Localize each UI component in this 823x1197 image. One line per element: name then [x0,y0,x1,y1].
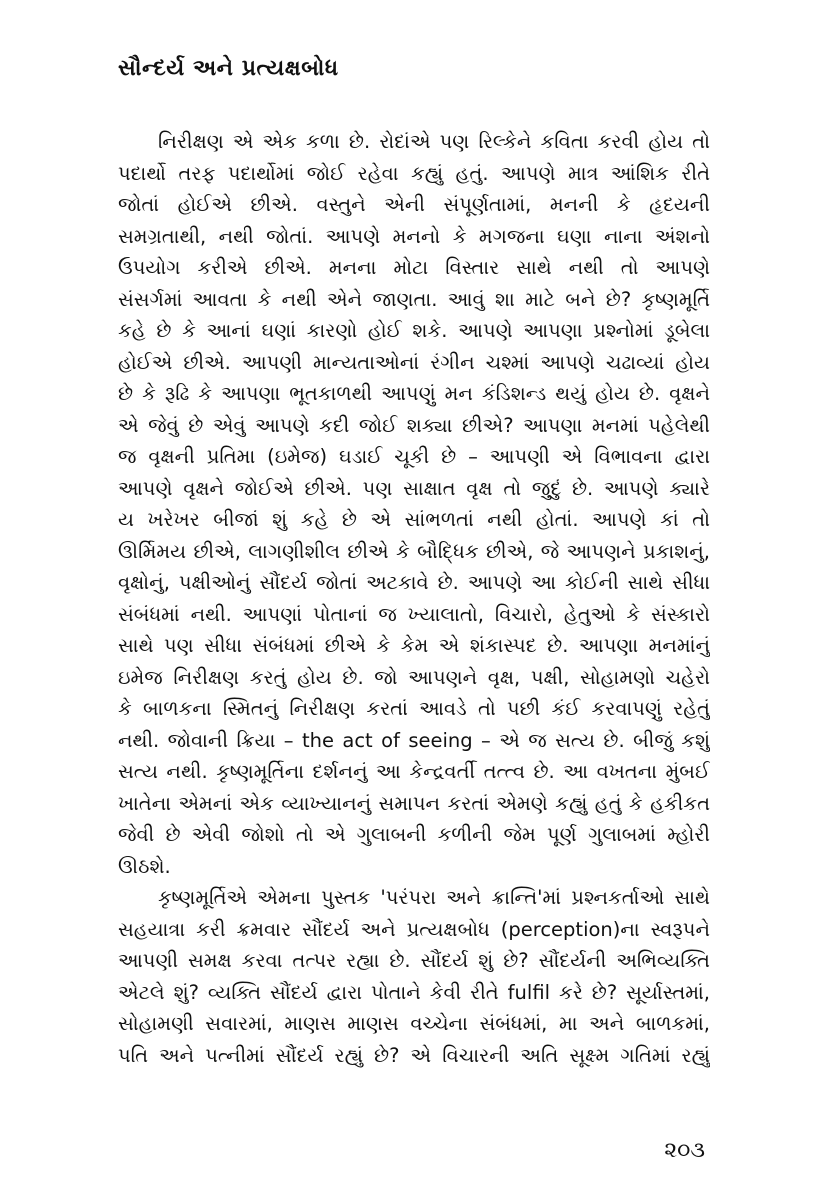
text-line: જોતાં હોઈએ છીએ. વસ્તુને એની સંપૂર્ણતામાં, મનની કે હૃદયની [118,193,710,216]
text-line: ઉપયોગ કરીએ છીએ. મનના મોટા વિસ્તાર સાથે નથી તો આપણે [118,256,710,279]
text-line: ઊઠશે. [118,854,171,878]
text-line: જેવી છે એવી જોશો તો એ ગુલાબની કળીની જેમ પૂર્ણ ગુલાબમાં મ્હોરી [118,823,710,846]
text-line: ય ખરેખર બીજાં શું કહે છે એ સાંભળતાં નથી હોતાં. આપણે કાં તો [118,508,710,531]
text-line: જ વૃક્ષની પ્રતિમા (ઇમેજ) ઘડાઈ ચૂકી છે – આપણી એ વિભાવના દ્વારા [118,445,710,468]
text-line: પદાર્થો તરફ પદાર્થોમાં જોઈ રહેવા કહ્યું હતું. આપણે માત્ર આંશિક રીતે [118,161,710,185]
text-line: સોહામણી સવારમાં, માણસ માણસ વચ્ચેના સંબંધમાં, મા અને બાળકમાં, [118,1012,710,1035]
text-line: ઇમેજ નિરીક્ષણ કરતું હોય છે. જો આપણને વૃક્ષ, પક્ષી, સોહામણો ચહેરો [118,665,710,689]
text-line: સાથે પણ સીધા સંબંધમાં છીએ કે કેમ એ શંકાસ્પદ છે. આપણા મનમાંનું [118,634,710,657]
page-number: ૨૦૩ [664,1138,705,1163]
text-line: કે બાળકના સ્મિતનું નિરીક્ષણ કરતાં આવડે તો પછી કંઈ કરવાપણું રહેતું [118,697,710,720]
text-line: નથી. જોવાની ક્રિયા – the act of seeing – એ જ સત્ય છે. બીજું કશું [118,728,710,752]
text-line: છે કે રૂઢિ કે આપણા ભૂતકાળથી આપણું મન કંડિશન્ડ થયું હોય છે. વૃક્ષને [118,382,710,405]
text-line: આપણે વૃક્ષને જોઈએ છીએ. પણ સાક્ષાત વૃક્ષ તો જુદું છે. આપણે ક્યારે [118,476,710,500]
text-line: આપણી સમક્ષ કરવા તત્પર રહ્યા છે. સૌંદર્ય શું છે? સૌંદર્યની અભિવ્યક્તિ [118,949,710,972]
running-head: સૌન્દર્ય અને પ્રત્યક્ષબોધ [118,56,339,81]
body-text [118,126,710,1071]
text-line: ખાતેના એમનાં એક વ્યાખ્યાનનું સમાપન કરતાં એમણે કહ્યું હતું કે હકીકત [118,791,710,815]
text-line: ઊર્મિમય છીએ, લાગણીશીલ છીએ કે બૌદ્ધિક છીએ, જે આપણને પ્રકાશનું, [118,539,710,563]
text-line: સત્ય નથી. કૃષ્ણમૂર્તિના દર્શનનું આ કેન્દ્રવર્તી તત્ત્વ છે. આ વખતના મુંબઈ [118,760,710,783]
text-line: સહયાત્રા કરી ક્રમવાર સૌંદર્ય અને પ્રત્યક્ષબોધ (perception)ના સ્વરૂપને [118,917,710,941]
text-line: હોઈએ છીએ. આપણી માન્યતાઓનાં રંગીન ચશ્માં આપણે ચઢાવ્યાં હોય [118,350,710,374]
text-line: પતિ અને પત્નીમાં સૌંદર્ય રહ્યું છે? એ વિચારની અતિ સૂક્ષ્મ ગતિમાં રહ્યું [118,1043,710,1067]
text-line: કૃષ્ણમૂર્તિએ એમના પુસ્તક 'પરંપરા અને ક્રાન્તિ'માં પ્રશ્નકર્તાઓ સાથે [158,886,710,909]
text-line: એ જેવું છે એવું આપણે કદી જોઈ શક્યા છીએ? આપણા મનમાં પહેલેથી [118,413,710,437]
text-line: સમગ્રતાથી, નથી જોતાં. આપણે મનનો કે મગજના ઘણા નાના અંશનો [118,224,710,248]
text-line: નિરીક્ષણ એ એક કળા છે. રોદાંએ પણ રિલ્કેને કવિતા કરવી હોય તો [158,130,710,153]
text-line: સંસર્ગમાં આવતા કે નથી એને જાણતા. આવું શા માટે બને છે? કૃષ્ણમૂર્તિ [118,287,710,311]
text-line: વૃક્ષોનું, પક્ષીઓનું સૌંદર્ય જોતાં અટકાવે છે. આપણે આ કોઈની સાથે સીધા [118,571,710,594]
text-line: કહે છે કે આનાં ઘણાં કારણો હોઈ શકે. આપણે આપણા પ્રશ્નોમાં ડૂબેલા [118,319,710,342]
text-line: એટલે શું? વ્યક્તિ સૌંદર્ય દ્વારા પોતાને કેવી રીતે fulfil કરે છે? સૂર્યાસ્તમાં, [118,980,710,1004]
text-line: સંબંધમાં નથી. આપણાં પોતાનાં જ ખ્યાલાતો, વિચારો, હેતુઓ કે સંસ્કારો [118,602,710,626]
